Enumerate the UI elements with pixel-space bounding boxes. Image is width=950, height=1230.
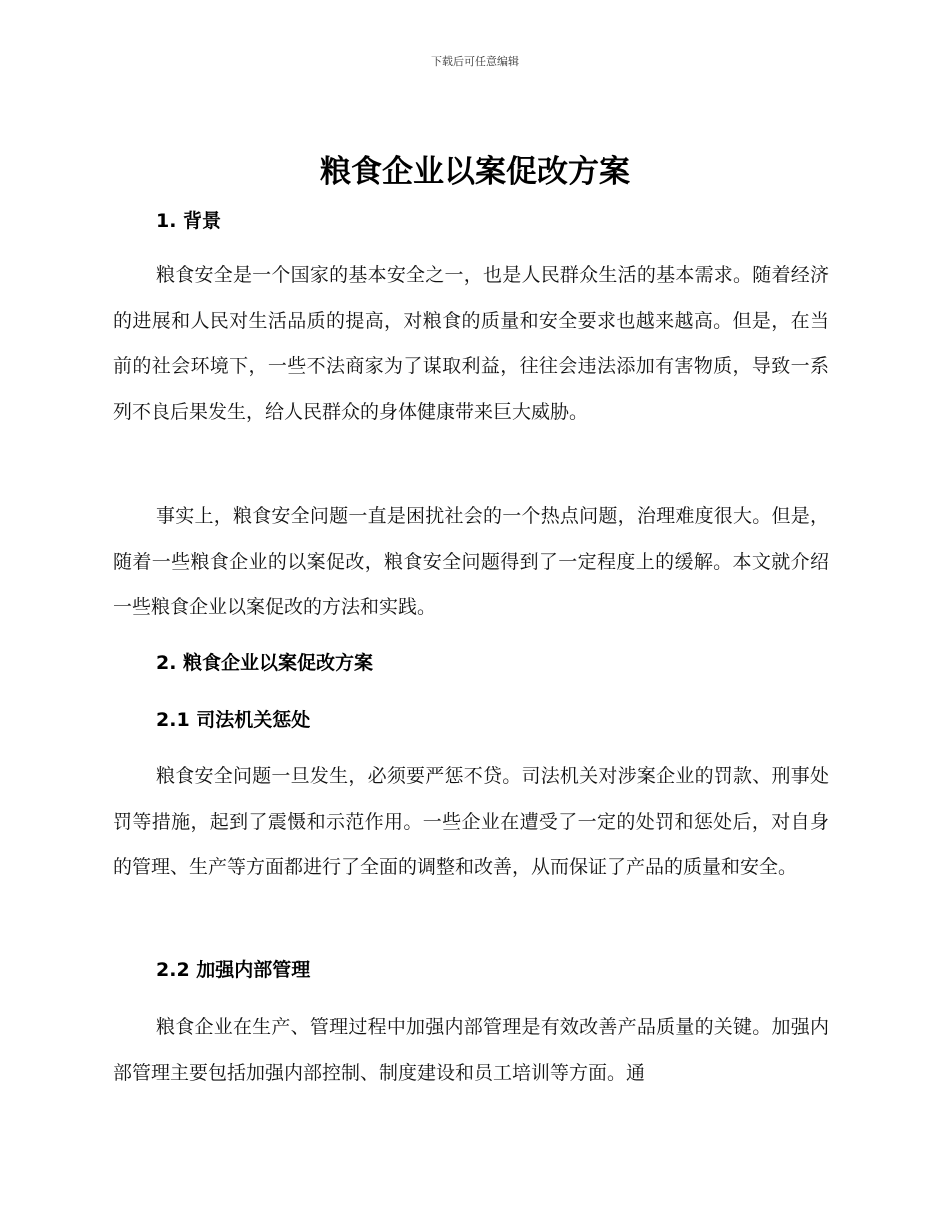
paragraph-judicial-punishment: 粮食安全问题一旦发生，必须要严惩不贷。司法机关对涉案企业的罚款、刑事处罚等措施，起到了震慑和示范作用。一些企业在遭受了一定的处罚和惩处后，对自身的管理、生产等方面都进行了全面的调整和改善，从而保证了产品的质量和安全。: [113, 765, 829, 878]
section-heading-plan: 2. 粮食企业以案促改方案: [156, 652, 374, 674]
paragraph-background-1: 粮食安全是一个国家的基本安全之一，也是人民群众生活的基本需求。随着经济的进展和人民对生活品质的提高，对粮食的质量和安全要求也越来越高。但是，在当前的社会环境下，一些不法商家为了谋取利益，往往会违法添加有害物质，导致一系列不良后果发生，给人民群众的身体健康带来巨大威胁。: [113, 264, 829, 423]
paragraph-background-2: 事实上，粮食安全问题一直是困扰社会的一个热点问题，治理难度很大。但是，随着一些粮食企业的以案促改，粮食安全问题得到了一定程度上的缓解。本文就介绍一些粮食企业以案促改的方法和实践。: [113, 505, 829, 618]
document-title: 粮食企业以案促改方案: [320, 154, 630, 190]
page-header-note: 下载后可任意编辑: [431, 55, 519, 68]
section-heading-internal-management: 2.2 加强内部管理: [156, 959, 311, 981]
section-heading-judicial-punishment: 2.1 司法机关惩处: [156, 709, 311, 731]
section-heading-background: 1. 背景: [156, 210, 222, 232]
paragraph-internal-management: 粮食企业在生产、管理过程中加强内部管理是有效改善产品质量的关键。加强内部管理主要包括加强内部控制、制度建设和员工培训等方面。通: [113, 1016, 829, 1084]
